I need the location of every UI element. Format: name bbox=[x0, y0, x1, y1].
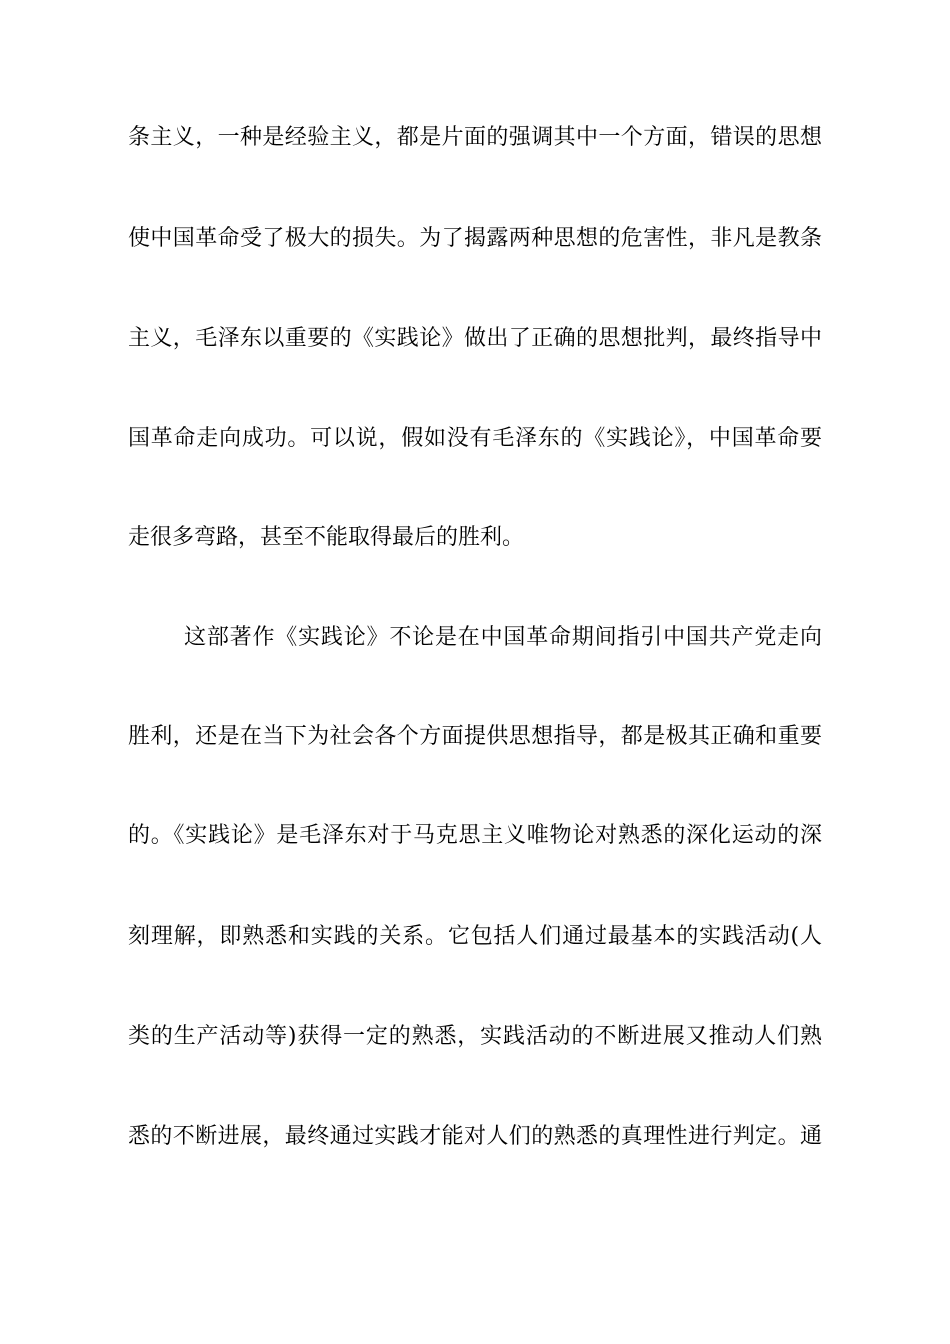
text-line: 刻理解，即熟悉和实践的关系。它包括人们通过最基本的实践活动(人 bbox=[128, 924, 822, 949]
text-line: 主义，毛泽东以重要的《实践论》做出了正确的思想批判，最终指导中 bbox=[128, 326, 822, 351]
text-line: 类的生产活动等)获得一定的熟悉，实践活动的不断进展又推动人们熟 bbox=[128, 1024, 822, 1049]
text-line: 条主义，一种是经验主义，都是片面的强调其中一个方面，错误的思想 bbox=[128, 125, 822, 150]
text-line: 胜利，还是在当下为社会各个方面提供思想指导，都是极其正确和重要 bbox=[128, 724, 822, 749]
text-line: 使中国革命受了极大的损失。为了揭露两种思想的危害性，非凡是教条 bbox=[128, 226, 822, 251]
paragraph-first-line: 这部著作《实践论》不论是在中国革命期间指引中国共产党走向 bbox=[184, 625, 822, 650]
text-line: 国革命走向成功。可以说，假如没有毛泽东的《实践论》，中国革命要 bbox=[128, 426, 822, 451]
text-line: 的。《实践论》是毛泽东对于马克思主义唯物论对熟悉的深化运动的深 bbox=[128, 823, 822, 848]
text-line: 悉的不断进展，最终通过实践才能对人们的熟悉的真理性进行判定。通 bbox=[128, 1124, 822, 1149]
text-line: 走很多弯路，甚至不能取得最后的胜利。 bbox=[128, 525, 525, 550]
